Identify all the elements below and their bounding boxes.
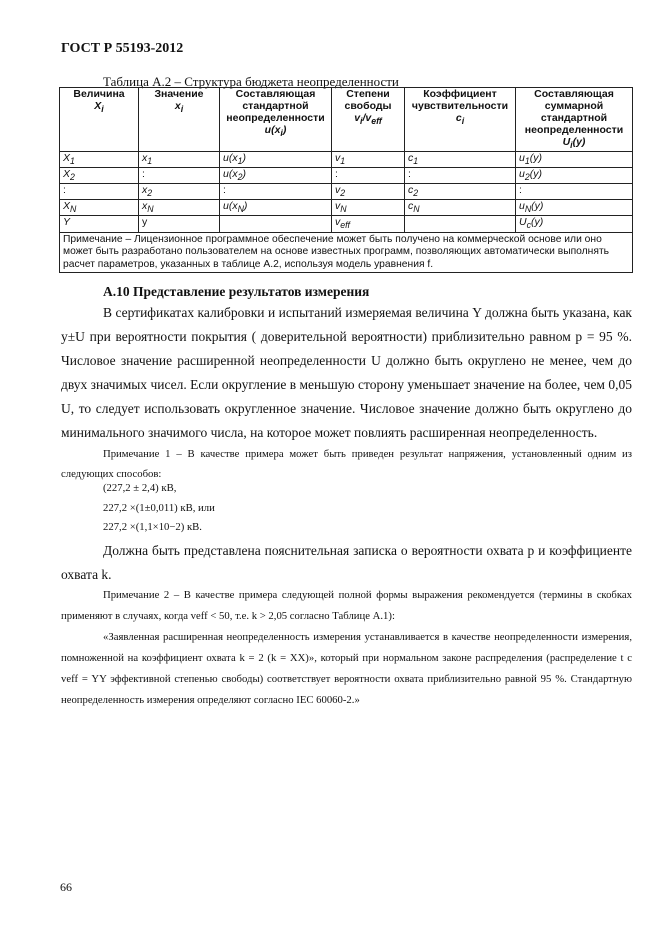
table-cell: :	[516, 184, 633, 200]
table-cell	[405, 216, 516, 232]
header-sensitivity-coefficient: Коэффициент чувствительности $c_i$	[405, 88, 516, 152]
section-title: А.10 Представление результатов измерения	[103, 284, 370, 299]
header-value: Значение $x_i$	[139, 88, 220, 152]
formula-example-2: 227,2 ×(1±0,011) кВ, или	[103, 502, 215, 514]
table-row	[60, 184, 633, 200]
table-cell: $v_{eff}$	[332, 216, 405, 232]
table-row	[60, 216, 633, 232]
body-paragraph-1: В сертификатах калибровки и испытаний измеряемая величина Y должна быть указана, как y±U при вероятности покрытия ( доверительной вероятности) приблизительно равном p = 95 %. Числовое значение расширенной неопределенности U должно быть округлено не менее, чем до двух значимых чисел. Если округление в меньшую сторону уменьшает значение на более, чем 0,05 U, то следует использовать округленное значение. Числовое значение должно быть округлено до минимального значимого числа, на которое может повлиять расширенная неопределенность.	[61, 305, 632, 440]
table-cell: y	[139, 216, 220, 232]
table-cell: $X_1$	[60, 152, 139, 168]
header-degrees-of-freedom: Степени свободы $v_i/v_{eff}$	[332, 88, 405, 152]
formula-example-1: (227,2 ± 2,4) кВ,	[103, 482, 177, 494]
table-cell: $u_N(y)$	[516, 200, 633, 216]
example-statement-quote: «Заявленная расширенная неопределенность измерения устанавливается в качестве неопределенности измерения, помноженной на коэффициент охвата k = 2 (k = XX)», который при нормальном законе распределения (распределение t с veff = YY эффективной степенью свободы) соответствует вероятности охвата приблизительно равной 95 %. Стандартную неопределенность измерения определяют согласно IEC 60060-2.»	[61, 631, 632, 706]
uncertainty-budget-table	[59, 87, 633, 273]
document-header: ГОСТ Р 55193-2012	[61, 41, 184, 56]
header-std-uncertainty: Составляющая стандартной неопределенности $u(x_i)$	[220, 88, 332, 152]
table-cell: :	[405, 168, 516, 184]
table-cell: $u_1(y)$	[516, 152, 633, 168]
table-note: Примечание – Лицензионное программное обеспечение может быть получено на коммерческой основе или оно может быть разработано пользователем на основе известных программ, позволяющих автоматически выполнять расчет параметров, указанных в таблице А.2, используя модель уравнения f.	[60, 232, 633, 273]
note-2: Примечание 2 – В качестве примера следующей полной формы выражения рекомендуется (термины в скобках применяют в случаях, когда veff < 50, т.е. k > 2,05 согласно Таблице А.1):	[61, 589, 632, 622]
table-cell: $c_1$	[405, 152, 516, 168]
table-cell: $X_N$	[60, 200, 139, 216]
table-cell	[220, 216, 332, 232]
body-paragraph-2: Должна быть представлена пояснительная записка о вероятности охвата p и коэффициенте охвата k.	[61, 543, 632, 582]
header-combined-uncertainty: Составляющая суммарной стандартной неопределенности $U_i(y)$	[516, 88, 633, 152]
table-cell: $u(x_N)$	[220, 200, 332, 216]
table-cell: :	[332, 168, 405, 184]
table-cell: $c_N$	[405, 200, 516, 216]
header-quantity: Величина $X_i$	[60, 88, 139, 152]
table-cell: Y	[60, 216, 139, 232]
note-1: Примечание 1 – В качестве примера может быть приведен результат напряжения, установленный одним из следующих способов:	[61, 448, 632, 480]
table-cell: $v_N$	[332, 200, 405, 216]
table-note-row	[60, 232, 633, 273]
table-cell: $x_1$	[139, 152, 220, 168]
table-caption: Таблица А.2 – Структура бюджета неопределенности	[103, 74, 399, 89]
table-cell: $X_2$	[60, 168, 139, 184]
table-cell: $u(x_2)$	[220, 168, 332, 184]
table-header-row	[60, 88, 633, 152]
table-cell: :	[60, 184, 139, 200]
page-number: 66	[60, 880, 72, 894]
table-cell: $v_2$	[332, 184, 405, 200]
table-cell: $x_2$	[139, 184, 220, 200]
table-cell: $c_2$	[405, 184, 516, 200]
table-cell: :	[220, 184, 332, 200]
table-row	[60, 168, 633, 184]
table-cell: :	[139, 168, 220, 184]
formula-example-3: 227,2 ×(1,1×10−2) кВ.	[103, 521, 202, 533]
table-cell: $U_c(y)$	[516, 216, 633, 232]
table-cell: $u(x_1)$	[220, 152, 332, 168]
table-cell: $u_2(y)$	[516, 168, 633, 184]
table-row	[60, 200, 633, 216]
table-cell: $v_1$	[332, 152, 405, 168]
table-row	[60, 152, 633, 168]
table-cell: $x_N$	[139, 200, 220, 216]
